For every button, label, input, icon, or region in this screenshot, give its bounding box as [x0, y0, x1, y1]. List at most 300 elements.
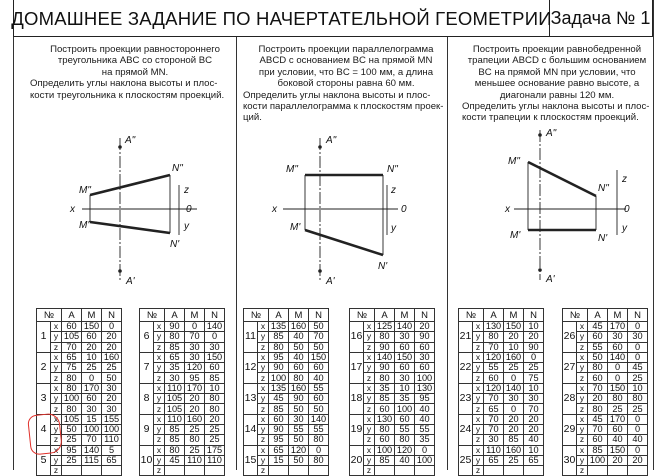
coordinate-cell: 35 — [165, 363, 185, 373]
variant-table — [562, 308, 648, 476]
label-origin: 0 — [401, 204, 407, 215]
axis-key: z — [577, 404, 588, 414]
table-row — [563, 322, 648, 332]
axis-key: x — [258, 445, 269, 455]
table-row — [244, 383, 329, 393]
coordinate-cell: 155 — [102, 414, 122, 424]
coordinate-cell: 110 — [484, 445, 504, 455]
coordinate-cell: 140 — [309, 414, 329, 424]
axis-key: z — [364, 342, 375, 352]
coordinate-cell: 85 — [375, 455, 395, 465]
coordinate-cell: 85 — [504, 435, 524, 445]
coordinate-cell: 55 — [415, 424, 435, 434]
coordinate-cell: 100 — [62, 394, 82, 404]
coordinate-cell: 60 — [205, 363, 225, 373]
coordinate-cell: 50 — [588, 352, 608, 362]
axis-key: y — [364, 332, 375, 342]
coordinate-cell: 35 — [415, 435, 435, 445]
label-n-frontal: N" — [172, 163, 183, 174]
coordinate-cell: 25 — [102, 363, 122, 373]
coordinate-cell: 90 — [375, 342, 395, 352]
axis-key: y — [154, 363, 165, 373]
axis-key: z — [364, 373, 375, 383]
coordinate-cell: 65 — [484, 404, 504, 414]
axis-key: z — [364, 404, 375, 414]
coordinate-cell: 20 — [504, 332, 524, 342]
coordinate-cell: 30 — [608, 332, 628, 342]
coordinate-cell: 20 — [524, 332, 544, 342]
axis-key: x — [51, 352, 62, 362]
axis-key: x — [473, 445, 484, 455]
variant-number: 2 — [37, 352, 51, 383]
axis-key: x — [473, 322, 484, 332]
coordinate-cell: 35 — [395, 394, 415, 404]
axis-key: y — [577, 363, 588, 373]
coordinate-cell: 80 — [185, 435, 205, 445]
axis-key: z — [154, 404, 165, 414]
table-row — [37, 352, 122, 362]
coordinate-cell: 70 — [484, 414, 504, 424]
coordinate-cell — [375, 466, 395, 476]
coordinate-cell: 20 — [185, 404, 205, 414]
table-row — [244, 414, 329, 424]
coordinate-cell: 140 — [375, 352, 395, 362]
coordinate-cell: 175 — [205, 445, 225, 455]
coordinate-cell: 100 — [395, 404, 415, 414]
coordinate-cell: 140 — [608, 352, 628, 362]
coordinate-cell: 85 — [375, 394, 395, 404]
coordinate-cell: 30 — [185, 342, 205, 352]
coordinate-cell: 0 — [185, 322, 205, 332]
coordinate-cell: 30 — [628, 332, 648, 342]
coordinate-cell: 85 — [165, 342, 185, 352]
coordinate-cell: 30 — [102, 404, 122, 414]
coordinate-cell: 5 — [102, 445, 122, 455]
axis-key: z — [364, 466, 375, 476]
variant-table — [243, 308, 329, 476]
segment-mn-frontal — [528, 162, 596, 196]
coordinate-cell: 80 — [62, 404, 82, 414]
coordinate-cell: 150 — [205, 352, 225, 362]
axis-key: x — [364, 383, 375, 393]
table-row — [140, 383, 225, 393]
coordinate-cell: 60 — [588, 435, 608, 445]
coordinate-cell: 160 — [504, 352, 524, 362]
variant-number: 14 — [244, 414, 258, 445]
task-text-line: Определить углы наклона высоты и плос- — [462, 101, 650, 113]
coordinate-cell: 35 — [375, 383, 395, 393]
axis-key: x — [473, 383, 484, 393]
variant-number: 22 — [459, 352, 473, 383]
axis-key: z — [577, 435, 588, 445]
label-y-axis: y — [184, 221, 189, 232]
variant-number: 4 — [37, 414, 51, 445]
axis-key: z — [577, 373, 588, 383]
variant-number: 6 — [140, 322, 154, 353]
axis-key: y — [364, 424, 375, 434]
axis-key: z — [51, 435, 62, 445]
axis-key: z — [258, 373, 269, 383]
axis-key: x — [154, 414, 165, 424]
coordinate-cell: 0 — [82, 373, 102, 383]
axis-key: x — [258, 414, 269, 424]
coordinate-cell: 160 — [289, 383, 309, 393]
table-row — [459, 414, 544, 424]
variant-number: 7 — [140, 352, 154, 383]
coordinate-cell: 120 — [395, 445, 415, 455]
axis-key: y — [577, 394, 588, 404]
coordinate-cell: 80 — [484, 332, 504, 342]
coordinate-cell: 70 — [588, 383, 608, 393]
coordinate-cell: 0 — [102, 322, 122, 332]
coordinate-cell: 30 — [504, 394, 524, 404]
table-row — [140, 352, 225, 362]
coordinate-cell: 60 — [588, 332, 608, 342]
coordinate-cell: 20 — [82, 342, 102, 352]
axis-key: z — [364, 435, 375, 445]
axis-key: z — [154, 373, 165, 383]
axis-key: y — [577, 332, 588, 342]
variant-table — [458, 308, 544, 476]
axis-key: x — [258, 383, 269, 393]
coordinate-cell: 20 — [102, 394, 122, 404]
coordinate-cell: 90 — [165, 322, 185, 332]
axis-key: x — [473, 352, 484, 362]
coordinate-cell: 115 — [82, 455, 102, 465]
table-row — [244, 352, 329, 362]
axis-key: y — [364, 363, 375, 373]
coordinate-cell: 30 — [395, 332, 415, 342]
coordinate-cell: 80 — [205, 404, 225, 414]
coordinate-cell: 80 — [608, 394, 628, 404]
coordinate-cell: 80 — [309, 435, 329, 445]
table-row — [37, 383, 122, 393]
coordinate-cell: 150 — [309, 352, 329, 362]
variant-number: 9 — [140, 414, 154, 445]
coordinate-cell — [269, 466, 289, 476]
coordinate-cell: 0 — [628, 424, 648, 434]
task-text-line: кости параллелограмма к плоскостям проек- — [243, 101, 444, 113]
coordinate-cell: 110 — [205, 455, 225, 465]
coordinate-cell: 50 — [309, 322, 329, 332]
coordinate-cell: 80 — [205, 394, 225, 404]
coordinate-cell: 70 — [185, 332, 205, 342]
coordinate-cell: 40 — [415, 404, 435, 414]
coordinate-cell: 25 — [628, 404, 648, 414]
variant-number: 21 — [459, 322, 473, 353]
variant-table — [139, 308, 225, 476]
coordinate-cell: 0 — [628, 414, 648, 424]
header-cell: A — [165, 309, 185, 322]
coordinate-cell: 70 — [309, 332, 329, 342]
variant-number: 26 — [563, 322, 577, 353]
coordinate-cell: 70 — [484, 424, 504, 434]
coordinate-cell: 30 — [205, 342, 225, 352]
axis-key: y — [364, 394, 375, 404]
red-circle-mark — [27, 412, 63, 455]
coordinate-cell: 25 — [62, 455, 82, 465]
task-text-line: диагонали равны 120 мм. — [499, 89, 615, 101]
coordinate-cell: 125 — [375, 322, 395, 332]
task-text-line: меньшее основание равно высоте, а — [474, 78, 640, 90]
coordinate-cell: 30 — [185, 352, 205, 362]
axis-key: y — [258, 424, 269, 434]
coordinate-cell: 20 — [504, 414, 524, 424]
axis-key: z — [51, 342, 62, 352]
coordinate-cell: 100 — [588, 455, 608, 465]
coordinate-cell: 130 — [375, 414, 395, 424]
coordinate-cell: 0 — [608, 373, 628, 383]
coordinate-cell — [289, 466, 309, 476]
axis-key: y — [473, 424, 484, 434]
variant-number: 30 — [563, 445, 577, 476]
header-cell: M — [289, 309, 309, 322]
variant-table — [349, 308, 435, 476]
task-text-line: кости трапеции к плоскостям проекций. — [462, 112, 639, 124]
axis-key: z — [473, 342, 484, 352]
coordinate-cell: 80 — [62, 373, 82, 383]
table-row — [350, 383, 435, 393]
axis-key: z — [577, 342, 588, 352]
coordinate-cell: 90 — [415, 332, 435, 342]
coordinate-cell: 160 — [504, 445, 524, 455]
coordinate-cell: 170 — [82, 383, 102, 393]
header-cell: № — [244, 309, 269, 322]
coordinate-cell: 0 — [628, 322, 648, 332]
coordinate-cell: 0 — [504, 373, 524, 383]
coordinate-cell: 90 — [375, 363, 395, 373]
variant-number: 28 — [563, 383, 577, 414]
task-text-line: боковой стороны равна 60 мм. — [277, 78, 415, 90]
coordinate-cell: 90 — [524, 342, 544, 352]
task-text-line: ABCD с основанием BC на прямой MN — [259, 55, 433, 67]
variant-number: 20 — [350, 445, 364, 476]
axis-key: x — [258, 322, 269, 332]
coordinate-cell: 80 — [628, 394, 648, 404]
coordinate-cell: 120 — [289, 445, 309, 455]
header-cell: N — [524, 309, 544, 322]
coordinate-cell: 10 — [524, 322, 544, 332]
coordinate-cell: 20 — [504, 424, 524, 434]
coordinate-cell: 60 — [415, 363, 435, 373]
coordinate-cell: 85 — [269, 332, 289, 342]
coordinate-cell: 10 — [395, 383, 415, 393]
coordinate-cell: 15 — [269, 455, 289, 465]
coordinate-cell — [484, 466, 504, 476]
coordinate-cell: 55 — [588, 342, 608, 352]
header-cell: M — [395, 309, 415, 322]
axis-key: x — [577, 445, 588, 455]
axis-key: z — [577, 466, 588, 476]
task-text-line: Определить углы наклона высоты и плос- — [243, 89, 431, 101]
coordinate-cell: 160 — [289, 322, 309, 332]
task-text-line: Построить проекции параллелограмма — [258, 44, 434, 55]
coordinate-cell: 60 — [309, 394, 329, 404]
axis-key: z — [154, 342, 165, 352]
table-row — [459, 383, 544, 393]
coordinate-cell: 70 — [82, 435, 102, 445]
coordinate-cell: 85 — [269, 404, 289, 414]
coordinate-cell: 30 — [82, 404, 102, 414]
coordinate-cell: 25 — [205, 424, 225, 434]
axis-key: y — [51, 455, 62, 465]
variant-number: 18 — [350, 383, 364, 414]
coordinate-cell — [185, 466, 205, 476]
coordinate-cell: 20 — [588, 394, 608, 404]
table-row — [37, 322, 122, 332]
table-row — [459, 445, 544, 455]
coordinate-cell: 80 — [289, 373, 309, 383]
axis-key: y — [154, 424, 165, 434]
coordinate-cell: 65 — [524, 455, 544, 465]
coordinate-cell: 20 — [524, 414, 544, 424]
coordinate-cell — [309, 466, 329, 476]
variant-number: 3 — [37, 383, 51, 414]
label-m-frontal: M" — [79, 185, 91, 196]
coordinate-cell: 0 — [504, 404, 524, 414]
coordinate-cell: 45 — [628, 363, 648, 373]
variant-number: 17 — [350, 352, 364, 383]
coordinate-cell: 80 — [375, 332, 395, 342]
axis-key: x — [154, 352, 165, 362]
coordinate-cell: 60 — [375, 435, 395, 445]
label-a-horizontal: A' — [326, 276, 335, 287]
coordinate-cell: 20 — [524, 424, 544, 434]
coordinate-cell: 0 — [205, 332, 225, 342]
axis-key: z — [258, 342, 269, 352]
coordinate-cell: 70 — [484, 394, 504, 404]
coordinate-cell: 60 — [82, 394, 102, 404]
coordinate-cell: 50 — [289, 404, 309, 414]
coordinate-cell: 95 — [269, 435, 289, 445]
table-row — [459, 322, 544, 332]
axis-key: x — [51, 383, 62, 393]
axis-key: x — [364, 352, 375, 362]
axis-key: y — [364, 455, 375, 465]
coordinate-cell: 80 — [165, 445, 185, 455]
coordinate-cell: 60 — [395, 363, 415, 373]
coordinate-cell: 85 — [588, 445, 608, 455]
coordinate-cell: 100 — [375, 445, 395, 455]
coordinate-cell: 100 — [82, 424, 102, 434]
coordinate-cell: 120 — [484, 383, 504, 393]
header-cell: M — [82, 309, 102, 322]
axis-key: y — [473, 394, 484, 404]
label-m-frontal: M" — [286, 164, 298, 175]
coordinate-cell: 95 — [62, 445, 82, 455]
coordinate-cell: 105 — [165, 404, 185, 414]
coordinate-cell: 40 — [415, 414, 435, 424]
task-text-line: ций. — [243, 112, 262, 124]
coordinate-cell: 30 — [102, 383, 122, 393]
page-title: ДОМАШНЕЕ ЗАДАНИЕ ПО НАЧЕРТАТЕЛЬНОЙ ГЕОМЕТРИИ — [14, 0, 550, 37]
coordinate-cell: 45 — [588, 322, 608, 332]
coordinate-cell: 0 — [628, 445, 648, 455]
axis-key: x — [364, 445, 375, 455]
label-a-frontal: A" — [326, 135, 337, 146]
header-cell: M — [504, 309, 524, 322]
coordinate-cell: 50 — [289, 342, 309, 352]
header-cell: № — [350, 309, 375, 322]
axis-key: y — [577, 455, 588, 465]
table-row — [140, 414, 225, 424]
variant-number: 1 — [37, 322, 51, 353]
label-n-horizontal: N' — [170, 239, 180, 250]
coordinate-cell: 65 — [62, 352, 82, 362]
coordinate-cell: 160 — [185, 414, 205, 424]
variant-number: 11 — [244, 322, 258, 353]
coordinate-cell: 10 — [628, 383, 648, 393]
coordinate-cell: 85 — [165, 435, 185, 445]
label-origin: 0 — [186, 204, 192, 215]
coordinate-cell: 100 — [415, 455, 435, 465]
task-text-line: Построить проекции равностороннего — [50, 44, 220, 55]
label-m-horizontal: M' — [79, 220, 90, 231]
coordinate-cell: 65 — [165, 352, 185, 362]
axis-key: x — [51, 445, 62, 455]
variant-number: 27 — [563, 352, 577, 383]
coordinate-cell: 20 — [628, 455, 648, 465]
coordinate-cell: 30 — [395, 373, 415, 383]
coordinate-cell: 10 — [82, 352, 102, 362]
axis-key: y — [51, 363, 62, 373]
label-z-axis: z — [622, 174, 627, 185]
axis-key: y — [258, 394, 269, 404]
coordinate-cell: 140 — [395, 322, 415, 332]
coordinate-cell: 60 — [82, 332, 102, 342]
coordinate-cell: 110 — [165, 383, 185, 393]
axis-key: y — [258, 332, 269, 342]
axis-key: y — [154, 455, 165, 465]
header-cell: M — [608, 309, 628, 322]
coordinate-cell: 55 — [484, 363, 504, 373]
coordinate-cell: 25 — [62, 435, 82, 445]
header-cell: N — [415, 309, 435, 322]
axis-key: z — [51, 404, 62, 414]
label-n-frontal: N" — [387, 164, 398, 175]
coordinate-cell: 50 — [289, 435, 309, 445]
coordinate-cell: 120 — [185, 363, 205, 373]
coordinate-cell: 150 — [504, 322, 524, 332]
coordinate-cell: 110 — [165, 414, 185, 424]
coordinate-cell: 30 — [524, 394, 544, 404]
task-text-line: кости треугольника к плоскостям проекций. — [30, 89, 225, 101]
coordinate-cell: 25 — [504, 363, 524, 373]
coordinate-cell: 60 — [309, 363, 329, 373]
coordinate-cell: 100 — [102, 424, 122, 434]
label-n-horizontal: N' — [598, 233, 608, 244]
axis-key: z — [473, 404, 484, 414]
coordinate-cell: 25 — [504, 455, 524, 465]
header-cell: N — [628, 309, 648, 322]
axis-key: z — [154, 466, 165, 476]
coordinate-cell: 10 — [205, 383, 225, 393]
variant-number: 19 — [350, 414, 364, 445]
coordinate-cell — [395, 466, 415, 476]
table-row — [563, 445, 648, 455]
axis-key: y — [473, 363, 484, 373]
axis-key: z — [51, 466, 62, 476]
header-cell: № — [140, 309, 165, 322]
axis-key: x — [577, 383, 588, 393]
coordinate-cell: 65 — [269, 445, 289, 455]
header-cell: M — [185, 309, 205, 322]
coordinate-cell: 80 — [165, 332, 185, 342]
coordinate-cell: 30 — [415, 352, 435, 362]
axis-key: x — [577, 414, 588, 424]
coordinate-cell — [588, 466, 608, 476]
coordinate-cell: 20 — [205, 414, 225, 424]
